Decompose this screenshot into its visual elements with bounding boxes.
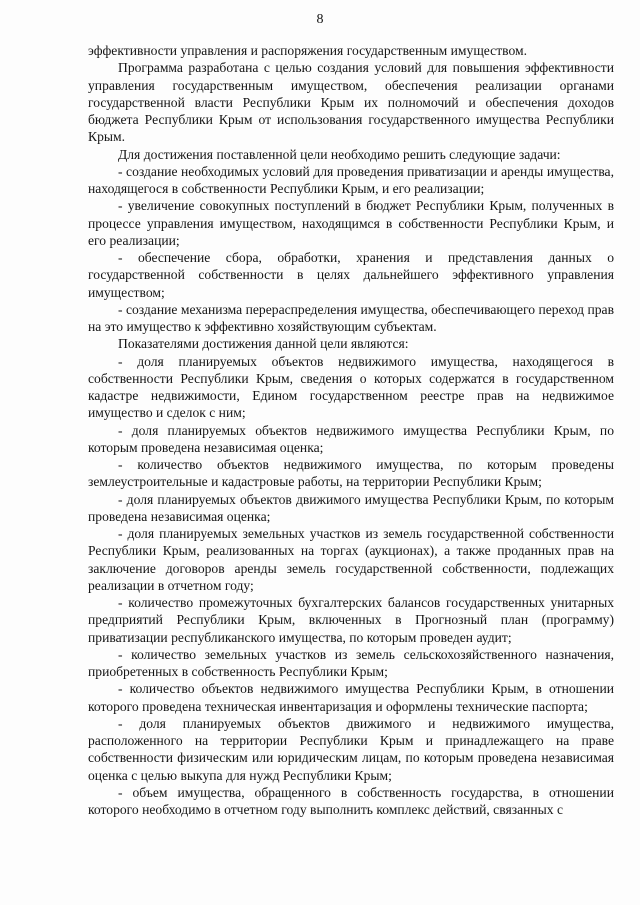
- indicator-item: - количество объектов недвижимого имущества Республики Крым, в отношении которого проведена техническая инвентаризация и оформлены технические паспорта;: [88, 681, 614, 714]
- paragraph-program-purpose: Программа разработана с целью создания условий для повышения эффективности управления государственным имуществом, обеспечения реализации органами государственной власти Республики Крым их полномочий и обеспечения доходов бюджета Республики Крым от использования государственного имущества Республики Крым.: [88, 60, 614, 145]
- indicator-item: - доля планируемых объектов недвижимого имущества Республики Крым, по которым проведена независимая оценка;: [88, 422, 614, 455]
- indicator-item: - доля планируемых объектов недвижимого имущества, находящегося в собственности Республики Крым, сведения о которых содержатся в государственном кадастре недвижимости, Едином государственном реестре прав на недвижимое имущество и сделок с ним;: [88, 353, 614, 421]
- paragraph-continuation: эффективности управления и распоряжения государственным имуществом.: [88, 43, 528, 58]
- task-item: - создание механизма перераспределения имущества, обеспечивающего переход прав на это имущество к эффективно хозяйствующим субъектам.: [88, 301, 614, 334]
- document-body: [88, 42, 614, 818]
- paragraph-indicators-intro: Показателями достижения данной цели являются:: [118, 336, 409, 352]
- task-item: - создание необходимых условий для проведения приватизации и аренды имущества, находящегося в собственности Республики Крым, и его реализации;: [88, 163, 614, 196]
- paragraph-tasks-intro: Для достижения поставленной цели необходимо решить следующие задачи:: [118, 146, 561, 162]
- task-item: - обеспечение сбора, обработки, хранения и представления данных о государственной собственности в целях дальнейшего эффективного управления имуществом;: [88, 250, 614, 300]
- indicator-item: - количество земельных участков из земель сельскохозяйственного назначения, приобретенных в собственность Республики Крым;: [88, 646, 614, 679]
- indicator-item: - доля планируемых объектов движимого и недвижимого имущества, расположенного на территории Республики Крым и принадлежащего на праве собственности физическим или юридическим лицам, по которым проведена независимая оценка с целью выкупа для нужд Республики Крым;: [88, 715, 614, 783]
- task-item: - увеличение совокупных поступлений в бюджет Республики Крым, полученных в процессе управления имуществом, находящимся в собственности Республики Крым, и его реализации;: [88, 198, 614, 248]
- indicator-item: - доля планируемых земельных участков из земель государственной собственности Республики Крым, реализованных на торгах (аукционах), а также проданных прав на заключение договоров аренды земель государственной собственности, подлежащих реализации в отчетном году;: [88, 526, 614, 593]
- indicator-item: - количество промежуточных бухгалтерских балансов государственных унитарных предприятий Республики Крым, включенных в Прогнозный план (программу) приватизации республиканского имущества, по которым проведен аудит;: [88, 595, 614, 645]
- indicator-item: - доля планируемых объектов движимого имущества Республики Крым, по которым проведена независимая оценка;: [88, 491, 614, 524]
- indicator-item: - количество объектов недвижимого имущества, по которым проведены землеустроительные и кадастровые работы, на территории Республики Крым;: [88, 457, 614, 490]
- indicator-item: - объем имущества, обращенного в собственность государства, в отношении которого необходимо в отчетном году выполнить комплекс действий, связанных с: [88, 784, 614, 817]
- page-number: 8: [316, 12, 324, 27]
